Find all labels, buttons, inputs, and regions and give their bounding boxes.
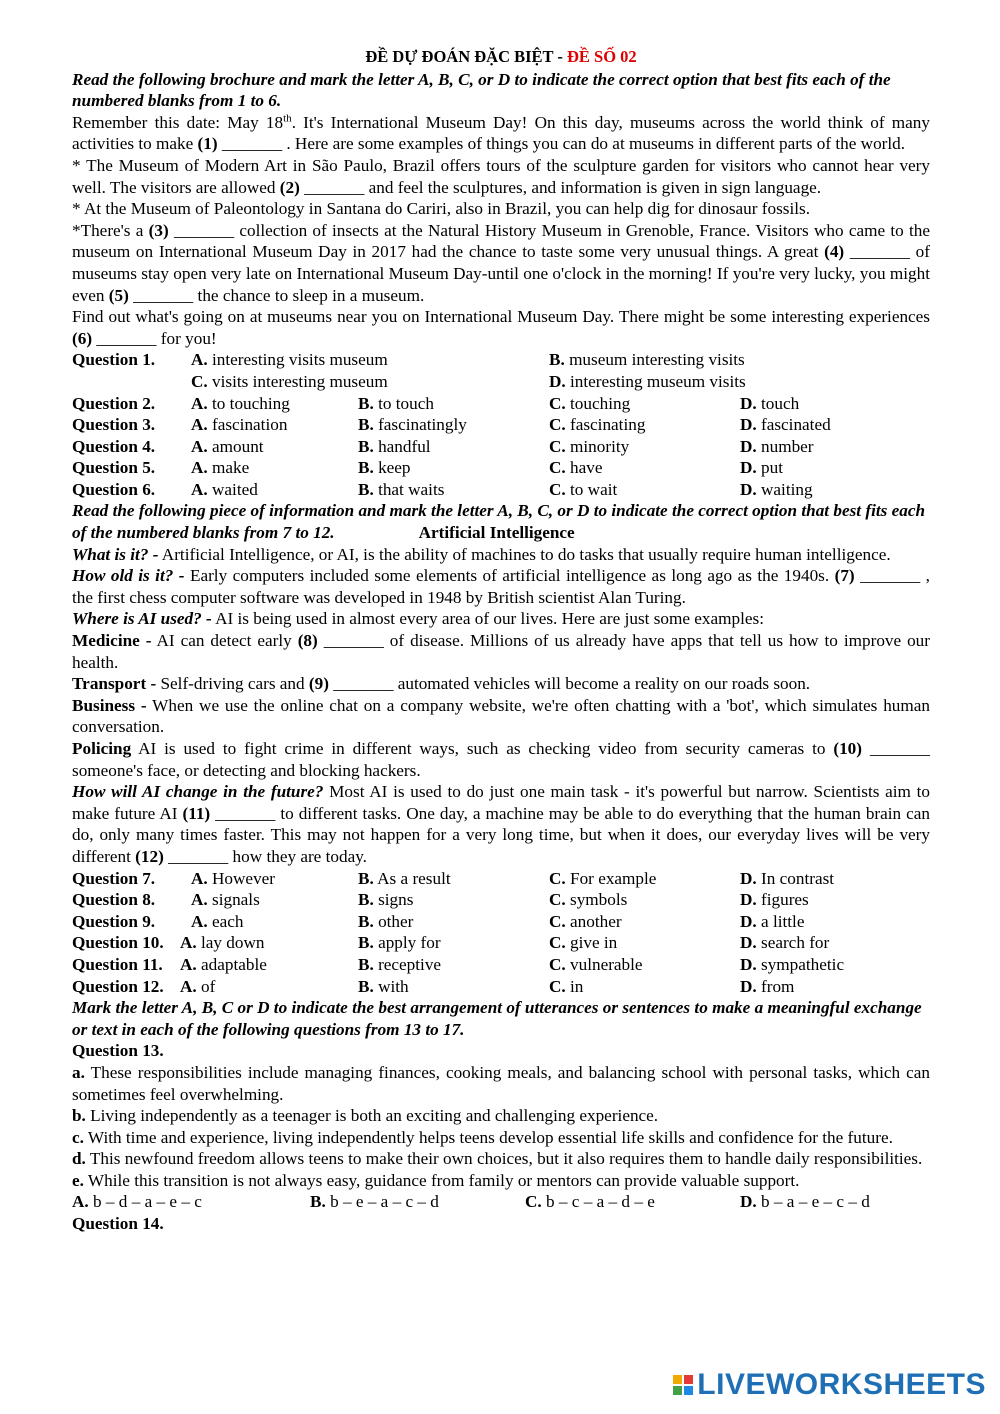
paragraph-2: * The Museum of Modern Art in São Paulo, Brazil offers tours of the sculpture garden for visitors who cannot hear very well. The visitors are allowed (2) _______ and feel the sculptures, and information is given in sign language.	[72, 155, 930, 197]
q4-option-d[interactable]: D. number	[740, 436, 814, 456]
ai-future-paragraph: How will AI change in the future? Most AI is used to do just one main task - it's powerful but narrow. Scientists aim to make future AI (11) _______ to different tasks. One day, a machine may be able to do everything that the human brain can do, only many times faster. This may not happen for a very long time, but when it does, our everyday lives will be very different (12) _______ how they are today.	[72, 782, 930, 866]
ai-transport-paragraph: Transport - Self-driving cars and (9) _______ automated vehicles will become a reality on our roads soon.	[72, 674, 811, 694]
q4-option-b[interactable]: B. handful	[358, 436, 431, 456]
q9-option-d[interactable]: D. a little	[740, 911, 805, 931]
question-13-options	[72, 1191, 930, 1213]
question-5: Question 5. A. make B. keep C. have D. put	[72, 457, 930, 479]
page-title	[72, 46, 930, 68]
q5-option-a[interactable]: A. make	[191, 458, 250, 478]
q4-option-c[interactable]: C. minority	[549, 436, 630, 456]
ai-what-paragraph: What is it? - Artificial Intelligence, or AI, is the ability of machines to do tasks that usually require human intelligence.	[72, 544, 891, 564]
logo-text: LIVEWORKSHEETS	[697, 1368, 986, 1401]
q1-option-c[interactable]: C. visits interesting museum	[191, 371, 388, 391]
q1-option-b[interactable]: B. museum interesting visits	[549, 350, 745, 370]
question-13-label: Question 13.	[72, 1041, 164, 1061]
q6-option-b[interactable]: B. that waits	[358, 479, 445, 499]
q12-option-a[interactable]: A. of	[180, 976, 216, 996]
q1-option-a[interactable]: A. interesting visits museum	[191, 350, 388, 370]
question-11: Question 11. A. adaptable B. receptive C. vulnerable D. sympathetic	[72, 954, 930, 976]
ai-where-paragraph: Where is AI used? - AI is being used in almost every area of our lives. Here are just some examples:	[72, 609, 764, 629]
blank-6: (6)	[72, 328, 93, 348]
q2-option-c[interactable]: C. touching	[549, 393, 631, 413]
title-main: ĐỀ DỰ ĐOÁN ĐẶC BIỆT -	[365, 47, 567, 66]
blank-5: (5)	[108, 285, 129, 305]
paragraph-5: Find out what's going on at museums near you on International Museum Day. There might be some interesting experiences (6) _______ for you!	[72, 307, 930, 348]
question-3: Question 3. A. fascination B. fascinatingly C. fascinating D. fascinated	[72, 414, 930, 436]
q12-option-d[interactable]: D. from	[740, 976, 795, 996]
q10-option-c[interactable]: C. give in	[549, 933, 618, 953]
q2-option-b[interactable]: B. to touch	[358, 393, 434, 413]
q13-option-d[interactable]: D. b – a – e – c – d	[740, 1192, 870, 1212]
question-7: Question 7. A. However B. As a result C. For example D. In contrast	[72, 868, 930, 890]
q9-option-a[interactable]: A. each	[191, 911, 244, 931]
q13-option-b[interactable]: B. b – e – a – c – d	[310, 1192, 439, 1212]
sentence-d: d. This newfound freedom allows teens to make their own choices, but it also requires them to handle daily responsibilities.	[72, 1149, 923, 1169]
blank-1: (1)	[197, 134, 218, 154]
q9-option-b[interactable]: B. other	[358, 911, 414, 931]
q11-option-d[interactable]: D. sympathetic	[740, 954, 845, 974]
blank-4: (4)	[824, 242, 845, 262]
q5-option-c[interactable]: C. have	[549, 458, 603, 478]
logo-blocks-icon	[673, 1375, 693, 1395]
q11-option-b[interactable]: B. receptive	[358, 954, 442, 974]
q3-option-c[interactable]: C. fascinating	[549, 415, 646, 435]
q2-option-d[interactable]: D. touch	[740, 393, 800, 413]
question-9: Question 9. A. each B. other C. another D. a little	[72, 911, 930, 933]
blank-12: (12)	[135, 846, 164, 866]
ai-business-paragraph: Business - When we use the online chat on a company website, we're often chatting with a 'bot', which simulates human conversation.	[72, 695, 930, 737]
q7-option-c[interactable]: C. For example	[549, 868, 657, 888]
question-2: Question 2. A. to touching B. to touch C. touching D. touch	[72, 393, 930, 415]
blank-8: (8)	[297, 631, 318, 651]
question-4: Question 4. A. amount B. handful C. minority D. number	[72, 436, 930, 458]
sentence-b: b. Living independently as a teenager is both an exciting and challenging experience.	[72, 1106, 659, 1126]
sentence-a: a. These responsibilities include managing finances, cooking meals, and balancing school with personal tasks, which can sometimes feel overwhelming.	[72, 1062, 930, 1104]
liveworksheets-logo	[673, 1368, 986, 1402]
q12-option-b[interactable]: B. with	[358, 976, 409, 996]
q10-option-d[interactable]: D. search for	[740, 933, 830, 953]
ai-medicine-paragraph: Medicine - AI can detect early (8) _______ of disease. Millions of us already have apps that tell us how to improve our health.	[72, 631, 931, 672]
q3-option-d[interactable]: D. fascinated	[740, 415, 831, 435]
question-12: Question 12. A. of B. with C. in D. from	[72, 976, 930, 998]
q7-option-d[interactable]: D. In contrast	[740, 868, 835, 888]
q9-option-c[interactable]: C. another	[549, 911, 622, 931]
blank-3: (3)	[148, 220, 169, 240]
q5-option-d[interactable]: D. put	[740, 458, 783, 478]
q10-option-a[interactable]: A. lay down	[180, 933, 265, 953]
title-test-number: ĐỀ SỐ 02	[567, 47, 637, 66]
q5-option-b[interactable]: B. keep	[358, 458, 411, 478]
paragraph-1: Remember this date: May 18th. It's International Museum Day! On this day, museums across the world think of many activities to make (1) _______ . Here are some examples of things you can do at museums in different parts of the world.	[72, 112, 930, 154]
q3-option-b[interactable]: B. fascinatingly	[358, 415, 467, 435]
q8-option-d[interactable]: D. figures	[740, 890, 809, 910]
sentence-c: c. With time and experience, living independently helps teens develop essential life skills and confidence for the future.	[72, 1127, 893, 1147]
question-14-label: Question 14.	[72, 1214, 164, 1234]
q13-option-a[interactable]: A. b – d – a – e – c	[72, 1192, 202, 1212]
blank-2: (2)	[279, 177, 300, 197]
q12-option-c[interactable]: C. in	[549, 976, 584, 996]
section2-instruction: Read the following piece of information and mark the letter A, B, C, or D to indicate the correct option that best fits each of the numbered blanks from 7 to 12. Artificial Intelligence	[72, 501, 926, 543]
blank-11: (11)	[182, 803, 211, 823]
question-8: Question 8. A. signals B. signs C. symbols D. figures	[72, 889, 930, 911]
q6-option-a[interactable]: A. waited	[191, 479, 258, 499]
paragraph-4: *There's a (3) _______ collection of insects at the Natural History Museum in Grenoble, France. Visitors who came to the museum on International Museum Day in 2017 had the chance to taste some very unusual things. A great (4) _______ of museums stay open very late on International Museum Day-until one o'clock in the morning! If you're very lucky, you might even (5) _______ the chance to sleep in a museum.	[72, 220, 930, 305]
q8-option-b[interactable]: B. signs	[358, 890, 414, 910]
q2-option-a[interactable]: A. to touching	[191, 393, 290, 413]
blank-10: (10)	[833, 739, 862, 758]
q11-option-c[interactable]: C. vulnerable	[549, 954, 643, 974]
question-6: Question 6. A. waited B. that waits C. to wait D. waiting	[72, 479, 930, 501]
paragraph-3: * At the Museum of Paleontology in Santana do Cariri, also in Brazil, you can help dig for dinosaur fossils.	[72, 199, 810, 219]
q8-option-a[interactable]: A. signals	[191, 890, 260, 910]
q13-option-c[interactable]: C. b – c – a – d – e	[525, 1192, 655, 1212]
q6-option-c[interactable]: C. to wait	[549, 479, 618, 499]
sentence-e: e. While this transition is not always easy, guidance from family or mentors can provide valuable support.	[72, 1170, 800, 1190]
ai-old-paragraph: How old is it? - Early computers included some elements of artificial intelligence as long ago as the 1940s. (7) _______ , the first chess computer software was developed in 1948 by British scientist Alan Turing.	[72, 566, 930, 607]
q11-option-a[interactable]: A. adaptable	[180, 954, 267, 974]
section3-instruction: Mark the letter A, B, C or D to indicate the best arrangement of utterances or sentences to make a meaningful exchange or text in each of the following questions from 13 to 17.	[72, 998, 922, 1039]
worksheet-page	[72, 46, 930, 1235]
blank-9: (9)	[308, 674, 329, 694]
blank-7: (7)	[834, 566, 855, 586]
q8-option-c[interactable]: C. symbols	[549, 890, 628, 910]
passage-heading: Artificial Intelligence	[418, 523, 575, 543]
section1-instruction: Read the following brochure and mark the letter A, B, C, or D to indicate the correct option that best fits each of the numbered blanks from 1 to 6.	[72, 69, 891, 111]
q6-option-d[interactable]: D. waiting	[740, 479, 813, 499]
question-1: Question 1. A. interesting visits museum B. museum interesting visits C. visits interesting museum D. interesting museum visits	[72, 349, 930, 392]
q7-option-a[interactable]: A. However	[191, 868, 276, 888]
q7-option-b[interactable]: B. As a result	[358, 868, 451, 888]
q4-option-a[interactable]: A. amount	[191, 436, 264, 456]
q3-option-a[interactable]: A. fascination	[191, 415, 288, 435]
ai-policing-paragraph: Policing AI is used to fight crime in different ways, such as checking video from security cameras to (10) _______ someone's face, or detecting and blocking hackers.	[72, 739, 931, 780]
q10-option-b[interactable]: B. apply for	[358, 933, 441, 953]
q1-option-d[interactable]: D. interesting museum visits	[549, 371, 746, 391]
question-10: Question 10. A. lay down B. apply for C. give in D. search for	[72, 932, 930, 954]
